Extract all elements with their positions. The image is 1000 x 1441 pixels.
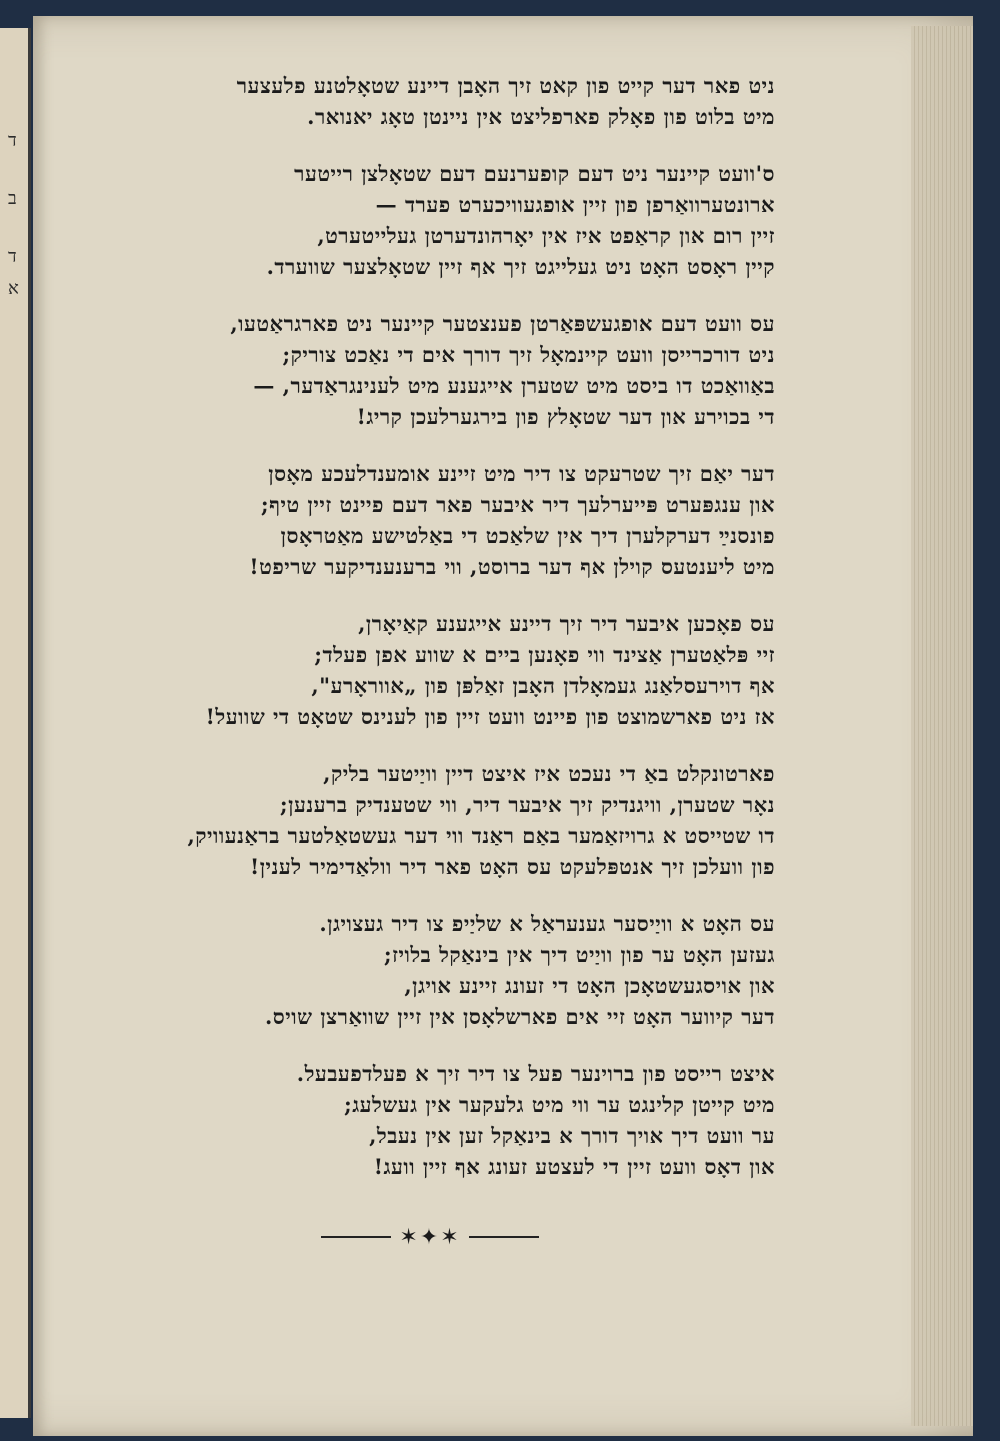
poem-line: פון וועלכן זיך אנטפּלעקט עס האָט פאר דיר וולאַדימיר לענין!	[249, 854, 775, 879]
poem-line: פארטונקלט באַ די נעכט איז איצט דיין וויַיטער בליק,	[323, 761, 775, 786]
left-page-char: ד	[8, 130, 17, 151]
poem-stanza	[95, 758, 775, 882]
poem-line: עס וועט דעם אופגעשפּאַרטן פענצטער קיינער ניט פארגראַטעו,	[230, 311, 775, 336]
poem-stanza	[95, 158, 775, 282]
poem-stanza	[95, 458, 775, 582]
poem-line: און אויסגעשטאָכן האָט די זעונג זיינע אויגן,	[404, 973, 775, 998]
section-ornament	[310, 1222, 550, 1252]
poem-line: ניט דורכרייסן וועט קיינמאָל זיך דורך אים די נאַכט צוריק;	[282, 342, 775, 367]
poem-line: איצט רייסט פון ברוינער פעל צו דיר זיך א פעלדפעבעל.	[296, 1061, 775, 1086]
poem-line: פונסנײַ דערקלערן דיך אין שלאַכט די באַלטישע מאַטראָסן	[280, 523, 775, 548]
poem-line: ס'וועט קיינער ניט דעם קופערנעם דעם שטאָלצן רייטער	[294, 161, 775, 186]
poem-line: מיט ליענטעס קוילן אף דער ברוסט, ווי ברענענדיקער שריפט!	[249, 554, 775, 579]
ornament-rule-left	[321, 1236, 391, 1238]
poem-line: דו שטייסט א גרויזאַמער באַם ראַנד ווי דער געשטאַלטער בראַנעוויק,	[187, 823, 775, 848]
poem-line: אז ניט פארשמוצט פון פיינט וועט זיין פון לענינס שטאָט די שוועל!	[205, 704, 775, 729]
poem-line: אף דוירעסלאַנג געמאָלדן האָבן זאַלפּן פון „אווראָרע",	[311, 673, 775, 698]
left-page-char: ב	[8, 188, 17, 209]
poem-line: ניט פאר דער קייט פון קאט זיך האָבן דיינע שטאָלטנע פלעצער	[236, 73, 775, 98]
ornament-rule-right	[469, 1236, 539, 1238]
page-edges	[911, 26, 973, 1426]
poem-line: זיין רום און קראַפט איז אין יאָרהונדערטן געלייטערט,	[317, 223, 775, 248]
poem-line: מיט בלוט פון פאָלק פארפליצט אין ניינטן טאָג יאנואר.	[307, 104, 775, 129]
poem-stanza	[95, 1058, 775, 1182]
left-page-char: ד	[8, 246, 17, 267]
poem-line: ער וועט דיך אויך דורך א בינאַקל זען אין נעבל,	[369, 1123, 775, 1148]
poem-line: קיין ראָסט האָט ניט געלייגט זיך אף זיין שטאָלצער שווערד.	[266, 254, 775, 279]
poem-line: זיי פּלאַטערן אַצינד ווי פאָנען ביים א שווע אפן פעלד;	[314, 642, 775, 667]
poem-line: די בכוירע און דער שטאָלץ פון בירגערלעכן קריג!	[356, 404, 775, 429]
poem-line: ארונטערוואַרפן פון זיין אופגעוויכערט פערד —	[375, 192, 775, 217]
poem-line: געזען האָט ער פון וויַיט דיך אין בינאַקל בלויז;	[383, 942, 775, 967]
left-page-edge	[0, 28, 31, 1418]
poem-line: און ענגפּערט פּייערלעך דיר איבער פאר דעם פיינט זיין טיף;	[260, 492, 775, 517]
poem-stanza	[95, 308, 775, 432]
poem-line: עס האָט א וויַיסער גענעראַל א שליַיפ צו דיר געצויגן.	[319, 911, 775, 936]
left-page-char: א	[8, 278, 19, 299]
poem-stanza	[95, 608, 775, 732]
poem-line: און דאָס וועט זיין די לעצטע זעונג אף זיין וועג!	[373, 1154, 775, 1179]
poem-line: דער קיווער האָט זיי אים פארשלאָסן אין זיין שוואַרצן שויס.	[264, 1004, 775, 1029]
poem-line: נאָר שטערן, וויגנדיק זיך איבער דיר, ווי שטענדיק ברענען;	[279, 792, 775, 817]
poem-line: מיט קייטן קלינגט ער ווי מיט גלעקער אין געשלעג;	[343, 1092, 775, 1117]
ornament-stars: ✶✦✶	[399, 1224, 461, 1250]
poem-stanza	[95, 70, 775, 132]
poem-line: דער יאַם זיך שטרעקט צו דיר מיט זיינע אומענדלעכע מאָסן	[268, 461, 775, 486]
poem-line: עס פאָכען איבער דיר זיך דיינע אייגענע קאַיאָרן,	[358, 611, 775, 636]
poem-stanza	[95, 908, 775, 1032]
poem-line: באַוואַכט דו ביסט מיט שטערן אייגענע מיט לענינגראַדער, —	[253, 373, 775, 398]
poem-text	[95, 70, 775, 1208]
